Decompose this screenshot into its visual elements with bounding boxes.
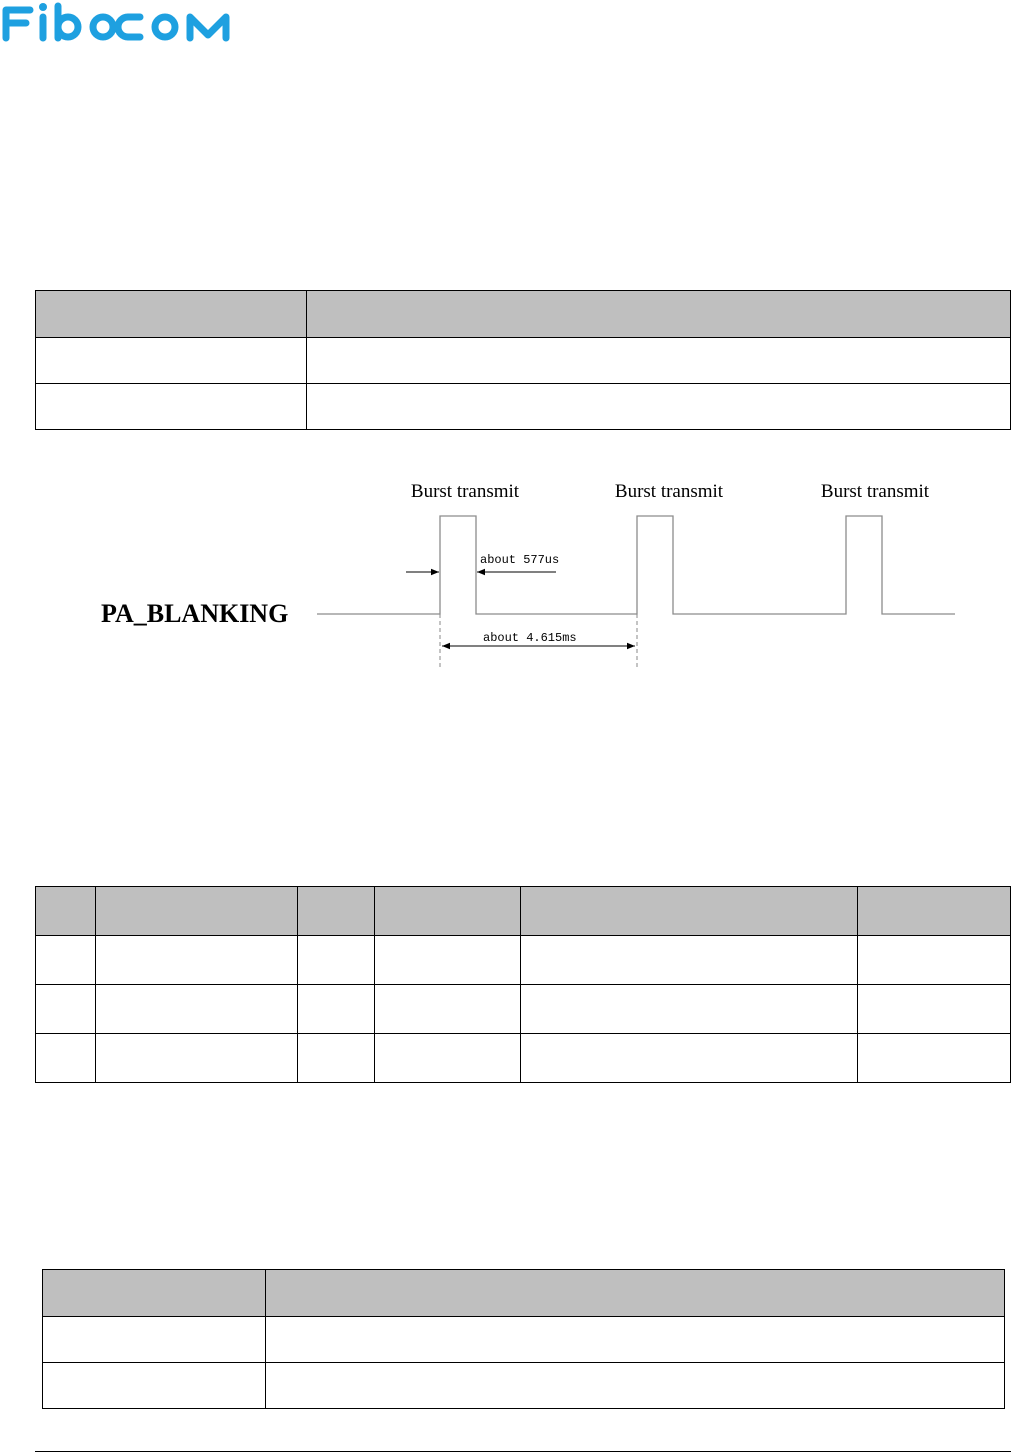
table-cell <box>96 1034 298 1083</box>
table-cell <box>521 1034 858 1083</box>
header-cell <box>858 887 1011 936</box>
table-cell <box>266 1363 1005 1409</box>
table-cell <box>36 1034 96 1083</box>
table-1 <box>35 290 1011 430</box>
table-row <box>36 338 1011 384</box>
table-cell <box>36 985 96 1034</box>
header-cell <box>43 1270 266 1317</box>
table-row <box>36 985 1011 1034</box>
header-cell <box>375 887 521 936</box>
table-cell <box>298 985 375 1034</box>
table-cell <box>375 985 521 1034</box>
signal-waveform <box>317 516 955 614</box>
table-cell <box>521 936 858 985</box>
table-row <box>36 936 1011 985</box>
table-cell <box>521 985 858 1034</box>
table-header-row <box>36 887 1011 936</box>
table-cell <box>43 1317 266 1363</box>
table-cell <box>266 1317 1005 1363</box>
fibocom-logo <box>0 2 268 42</box>
header-cell <box>298 887 375 936</box>
header-cell <box>36 291 307 338</box>
table-cell <box>375 1034 521 1083</box>
table-cell <box>307 384 1011 430</box>
table-cell <box>36 338 307 384</box>
table-cell <box>298 1034 375 1083</box>
header-cell <box>96 887 298 936</box>
table-cell <box>858 1034 1011 1083</box>
footer-rule <box>35 1451 1011 1452</box>
table-cell <box>36 936 96 985</box>
signal-name: PA_BLANKING <box>101 599 289 628</box>
table-cell <box>858 936 1011 985</box>
table-3 <box>42 1269 1005 1409</box>
period-label: about 4.615ms <box>483 631 577 645</box>
header-cell <box>307 291 1011 338</box>
table-cell <box>96 985 298 1034</box>
header-cell <box>36 887 96 936</box>
table-cell <box>298 936 375 985</box>
table-row <box>36 1034 1011 1083</box>
table-cell <box>375 936 521 985</box>
header-cell <box>266 1270 1005 1317</box>
table-row <box>43 1363 1005 1409</box>
table-2 <box>35 886 1011 1083</box>
burst-label: Burst transmit <box>410 481 520 502</box>
pulse-width-label: about 577us <box>480 553 560 567</box>
table-row <box>36 384 1011 430</box>
header-cell <box>521 887 858 936</box>
table-cell <box>96 936 298 985</box>
table-header-row <box>43 1270 1005 1317</box>
table-cell <box>36 384 307 430</box>
burst-label: Burst transmit <box>820 481 930 502</box>
table-row <box>43 1317 1005 1363</box>
table-cell <box>43 1363 266 1409</box>
burst-label: Burst transmit <box>614 481 724 502</box>
table-cell <box>858 985 1011 1034</box>
table-header-row <box>36 291 1011 338</box>
table-cell <box>307 338 1011 384</box>
pa-blanking-timing-diagram <box>0 440 1011 680</box>
